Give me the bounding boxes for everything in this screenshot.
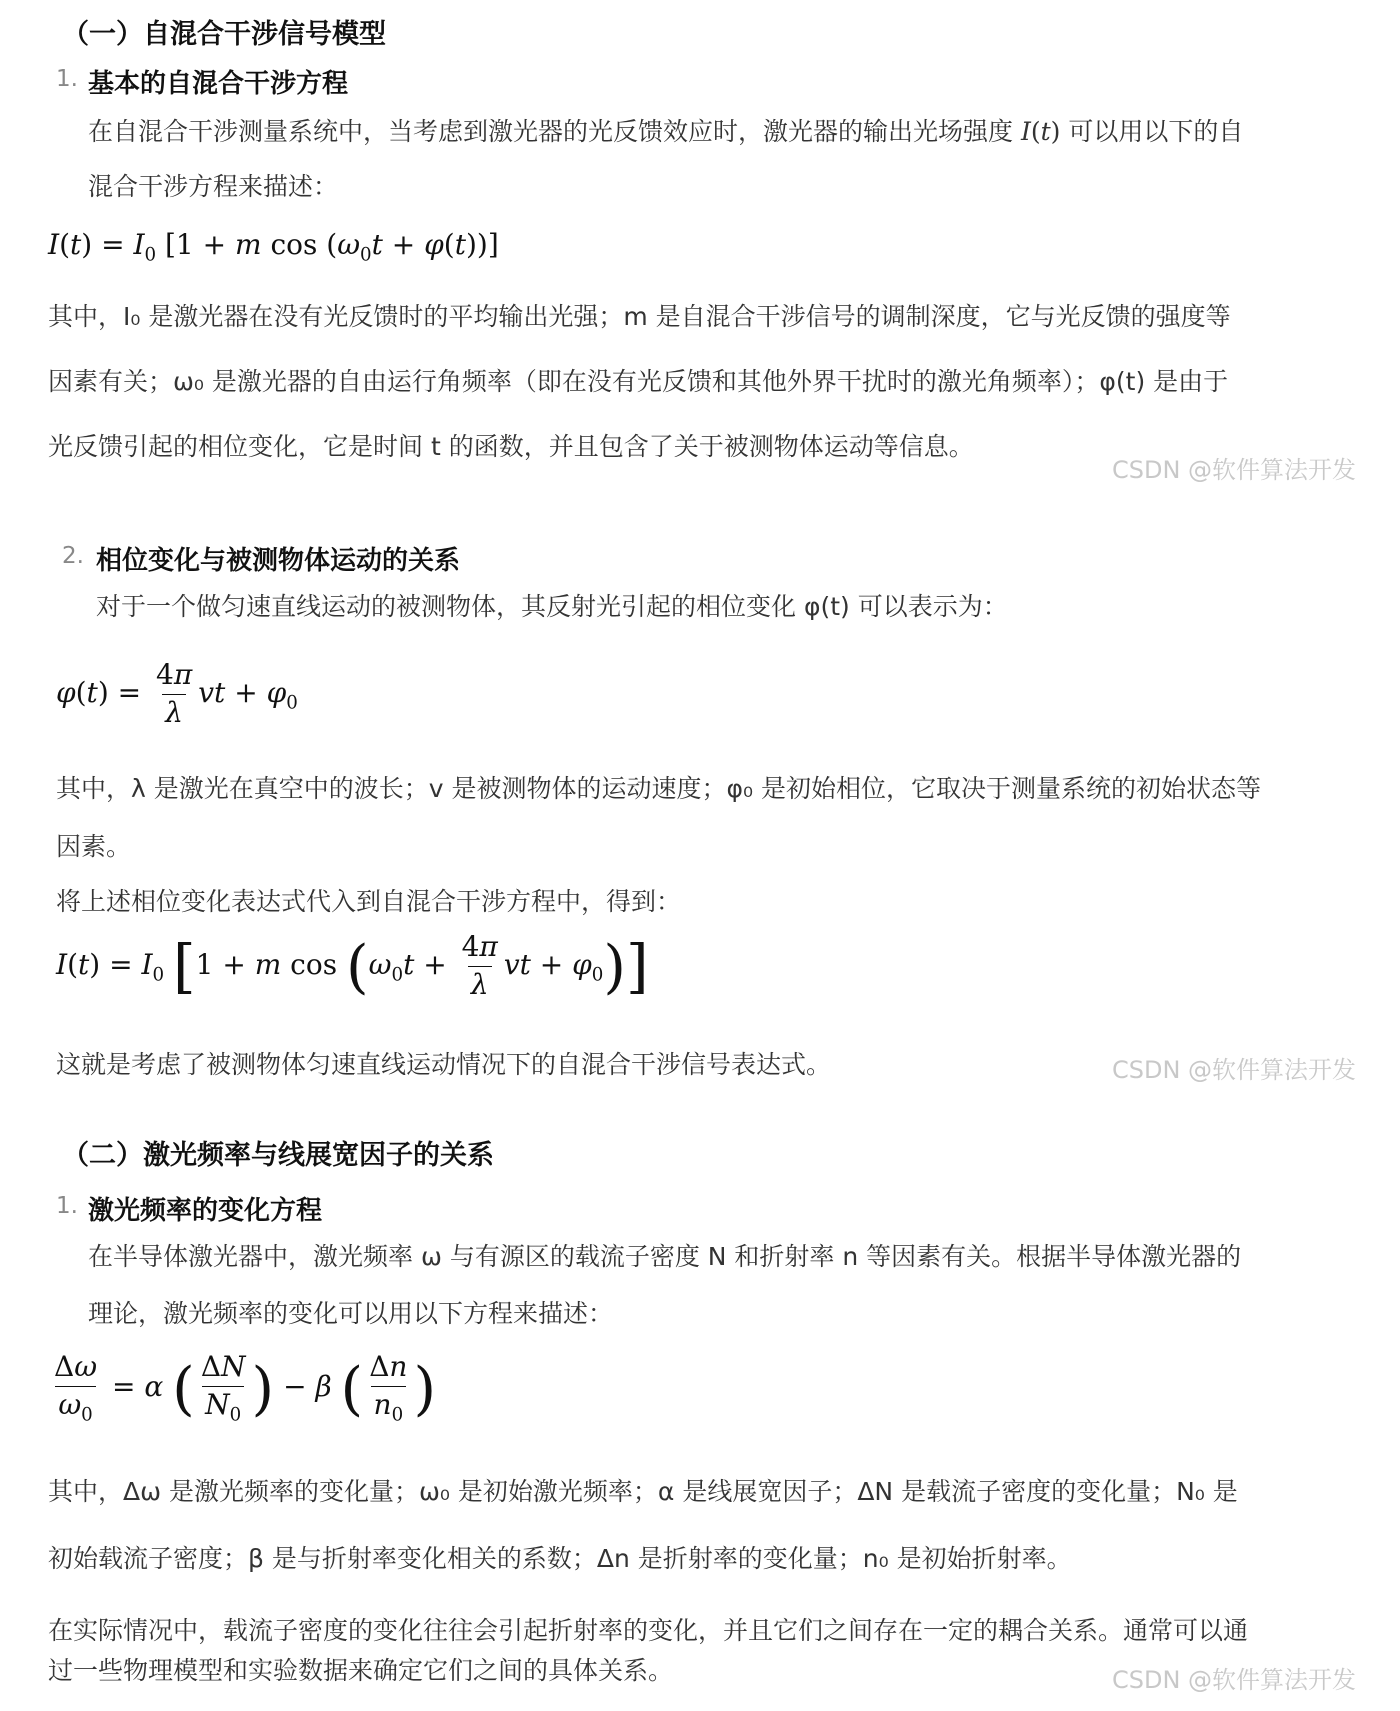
paragraph-line: 过一些物理模型和实验数据来确定它们之间的具体关系。 xyxy=(48,1656,674,1685)
equation-phase: φ(t) = $\frac{4\pi}{\lambda}$ vt + $\varphi_0$ xyxy=(56,658,298,729)
subsection-title: 激光频率的变化方程 xyxy=(88,1196,323,1226)
paragraph-line: 因素有关；ω₀ 是激光器的自由运行角频率（即在没有光反馈和其他外界干扰时的激光角频率）；φ(t) 是由于 xyxy=(48,367,1229,396)
watermark: CSDN @软件算法开发 xyxy=(1112,1056,1357,1084)
math-inline: I xyxy=(1020,117,1031,146)
list-number: 2. xyxy=(62,543,84,569)
paragraph-line: 其中，λ 是激光在真空中的波长；v 是被测物体的运动速度；φ₀ 是初始相位，它取决于测量系统的初始状态等 xyxy=(56,774,1261,803)
paragraph-line: 理论，激光频率的变化可以用以下方程来描述： xyxy=(88,1299,614,1328)
paragraph-line: 混合干涉方程来描述： xyxy=(88,172,339,201)
watermark: CSDN @软件算法开发 xyxy=(1112,1666,1357,1694)
subsection-title: 相位变化与被测物体运动的关系 xyxy=(96,546,461,576)
paragraph-line: 初始载流子密度；β 是与折射率变化相关的系数；Δn 是折射率的变化量；n₀ 是初始折射率。 xyxy=(48,1544,1072,1573)
paragraph-line: 在实际情况中，载流子密度的变化往往会引起折射率的变化，并且它们之间存在一定的耦合关系。通常可以通 xyxy=(48,1616,1249,1645)
paragraph-line: 因素。 xyxy=(56,832,132,861)
paragraph-line: 对于一个做匀速直线运动的被测物体，其反射光引起的相位变化 φ(t) 可以表示为： xyxy=(96,592,1008,621)
subsection-title: 基本的自混合干涉方程 xyxy=(88,69,349,99)
paragraph-line: 其中，I₀ 是激光器在没有光反馈时的平均输出光强；m 是自混合干涉信号的调制深度，它与光反馈的强度等 xyxy=(48,302,1231,331)
paragraph-line: 将上述相位变化表达式代入到自混合干涉方程中，得到： xyxy=(56,887,682,916)
paragraph-line: 在半导体激光器中，激光频率 ω 与有源区的载流子密度 N 和折射率 n 等因素有关。根据半导体激光器的 xyxy=(88,1242,1242,1271)
watermark: CSDN @软件算法开发 xyxy=(1112,456,1357,484)
equation-substituted: $I(t) = I_0$ [1 + m $\cos (\omega_0t$ + $\frac{4\pi}{\lambda}$ vt + $\varphi_0$)] xyxy=(56,930,649,1001)
paragraph-line: 这就是考虑了被测物体匀速直线运动情况下的自混合干涉信号表达式。 xyxy=(56,1050,832,1079)
equation-frequency: $\frac{\Delta\omega}{\omega_0}$ = α ( $\frac{\Delta N}{N_0}$ ) − β ( $\frac{\Delta n}{n_0}$ ) xyxy=(54,1350,437,1426)
section-title: （一）自混合干涉信号模型 xyxy=(62,19,386,50)
section-title: （二）激光频率与线展宽因子的关系 xyxy=(62,1140,494,1171)
paragraph-line: 在自混合干涉测量系统中，当考虑到激光器的光反馈效应时，激光器的输出光场强度 I(t) 可以用以下的自 xyxy=(88,117,1244,146)
paragraph-line: 光反馈引起的相位变化，它是时间 t 的函数，并且包含了关于被测物体运动等信息。 xyxy=(48,432,974,461)
paragraph-line: 其中，Δω 是激光频率的变化量；ω₀ 是初始激光频率；α 是线展宽因子；ΔN 是载流子密度的变化量；N₀ 是 xyxy=(48,1477,1238,1506)
equation-intensity: $I(t) = I_0$ [1 + m $\cos (\omega_0t + \varphi(t))$] xyxy=(48,228,499,266)
list-number: 1. xyxy=(56,66,78,92)
list-number: 1. xyxy=(56,1193,78,1219)
